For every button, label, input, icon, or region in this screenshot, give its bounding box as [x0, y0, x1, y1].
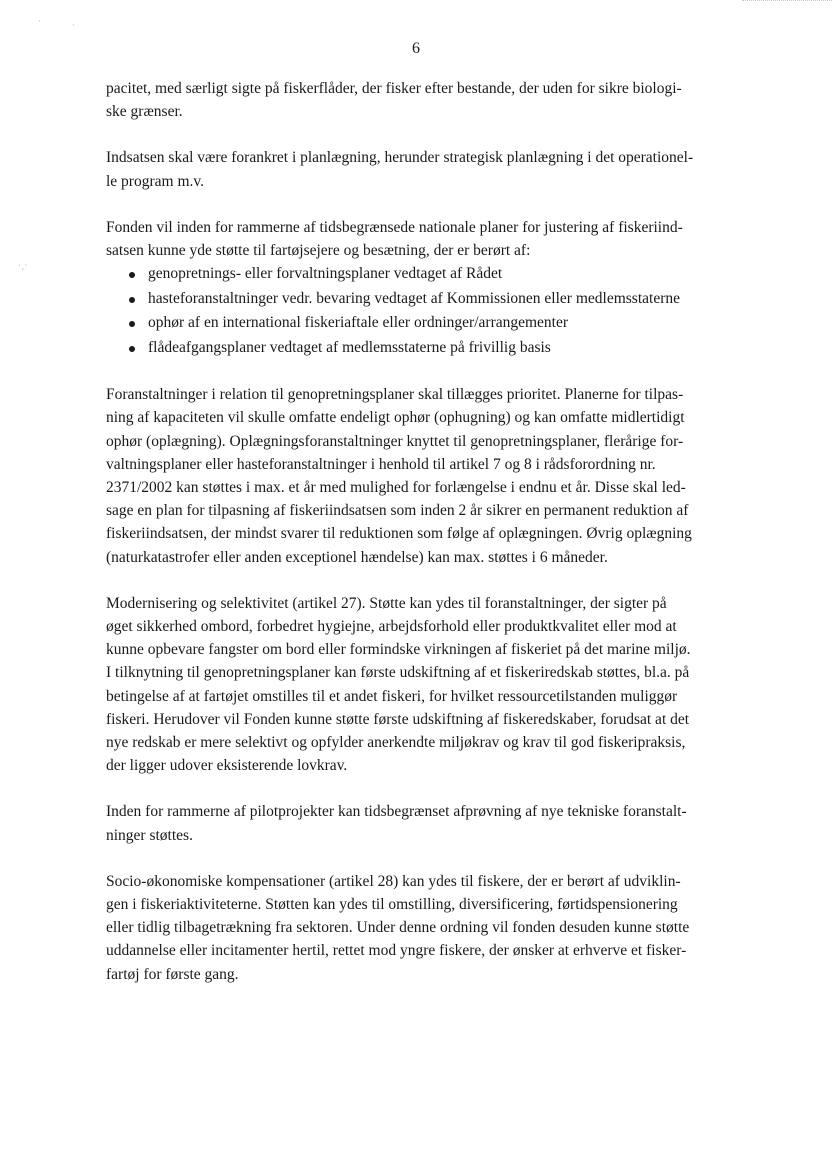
text-line: uddannelse eller incitamenter hertil, rettet mod yngre fiskere, der ønsker at erhverve et fisker-: [106, 942, 687, 960]
text-line: (naturkatastrofer eller anden exceptionel hændelse) kan max. støttes i 6 måneder.: [106, 548, 608, 566]
paragraph-modernisation: [106, 592, 746, 778]
text-line: kunne opbevare fangster om bord eller formindske virkningen af fiskeriet på det marine miljø.: [106, 641, 691, 659]
document-body: [106, 77, 746, 1009]
text-line: der ligger udover eksisterende lovkrav.: [106, 757, 348, 775]
bullet-icon: [129, 321, 135, 327]
text-line: Socio-økonomiske kompensationer (artikel 28) kan ydes til fiskere, der er berørt af udviklin-: [106, 872, 681, 890]
bullet-text: hasteforanstaltninger vedr. bevaring vedtaget af Kommissionen eller medlemsstaterne: [148, 289, 680, 307]
text-line: 2371/2002 kan støttes i max. et år med mulighed for forlængelse i endnu et år. Disse skal led-: [106, 479, 686, 497]
page-number: 6: [412, 40, 420, 57]
support-intro: [106, 216, 746, 262]
text-line: Fonden vil inden for rammerne af tidsbegrænsede nationale planer for justering af fiskeriind-: [106, 218, 683, 236]
bullet-icon: [129, 272, 135, 278]
paragraph-priority: [106, 383, 746, 569]
bullet-text: flådeafgangsplaner vedtaget af medlemsstaterne på frivillig basis: [148, 338, 551, 356]
text-line: Indsatsen skal være forankret i planlægning, herunder strategisk planlægning i det operationel-: [106, 149, 694, 167]
paragraph-socio-economic: [106, 870, 746, 986]
text-line: Inden for rammerne af pilotprojekter kan tidsbegrænset afprøvning af nye tekniske foranstalt-: [106, 803, 687, 821]
text-line: Modernisering og selektivitet (artikel 27). Støtte kan ydes til foranstaltninger, der sigter på: [106, 594, 667, 612]
scan-speck: ·: [38, 17, 41, 26]
text-line: I tilknytning til genopretningsplaner kan første udskiftning af et fiskeriredskab støttes, bl.a. på: [106, 664, 690, 682]
bullet-item: [106, 262, 746, 287]
text-line: le program m.v.: [106, 172, 204, 190]
paragraph-2: [106, 146, 746, 192]
text-line: eller tidlig tilbagetrækning fra sektoren. Under denne ordning vil fonden desuden kunne støtte: [106, 919, 690, 937]
text-line: øget sikkerhed ombord, forbedret hygiejne, arbejdsforhold eller produktkvalitet eller mod at: [106, 618, 677, 636]
text-line: fartøj for første gang.: [106, 965, 239, 983]
text-line: valtningsplaner eller hasteforanstaltninger i henhold til artikel 7 og 8 i rådsforordning nr.: [106, 455, 656, 473]
text-line: betingelse af at fartøjet omstilles til et andet fiskeri, for hvilket ressourcetilstanden muliggør: [106, 687, 678, 705]
bullet-icon: [129, 346, 135, 352]
scan-speck: ·ˏ·: [18, 261, 28, 270]
text-line: ninger støttes.: [106, 826, 193, 844]
paragraph-1: [106, 77, 746, 123]
text-line: nye redskab er mere selektivt og opfylder anerkendte miljøkrav og krav til god fiskeripraksis,: [106, 734, 686, 752]
text-line: fiskeri. Herudover vil Fonden kunne støtte første udskiftning af fiskeredskaber, forudsat at det: [106, 710, 690, 728]
bullet-item: [106, 336, 746, 361]
text-line: ning af kapaciteten vil skulle omfatte endeligt ophør (ophugning) og kan omfatte midlertidigt: [106, 409, 685, 427]
scan-edge-mark: [742, 0, 832, 3]
paragraph-pilot: [106, 800, 746, 846]
text-line: sage en plan for tilpasning af fiskeriindsatsen som inden 2 år sikrer en permanent reduktion af: [106, 502, 689, 520]
text-line: pacitet, med særligt sigte på fiskerflåder, der fisker efter bestande, der uden for sikre biologi-: [106, 80, 682, 97]
text-line: ophør (oplægning). Oplægningsforanstaltninger knyttet til genopretningsplaner, flerårige for-: [106, 432, 684, 450]
text-line: gen i fiskeriaktiviteterne. Støtten kan ydes til omstilling, diversificering, førtidspensionering: [106, 896, 678, 914]
text-line: fiskeriindsatsen, der mindst svarer til reduktionen som følge af oplægningen. Øvrig oplægning: [106, 525, 692, 543]
text-line: ske grænser.: [106, 103, 183, 121]
bullet-text: ophør af en international fiskeriaftale eller ordninger/arrangementer: [148, 314, 569, 332]
bullet-item: [106, 311, 746, 336]
bullet-text: genopretnings- eller forvaltningsplaner vedtaget af Rådet: [148, 265, 503, 283]
bullet-icon: [129, 297, 135, 303]
bullet-item: [106, 287, 746, 312]
support-bullet-list: [106, 262, 746, 360]
text-line: satsen kunne yde støtte til fartøjsejere og besætning, der er berørt af:: [106, 242, 531, 260]
scan-speck: ·: [72, 21, 75, 30]
text-line: Foranstaltninger i relation til genopretningsplaner skal tillægges prioritet. Planerne for tilpas-: [106, 386, 684, 404]
